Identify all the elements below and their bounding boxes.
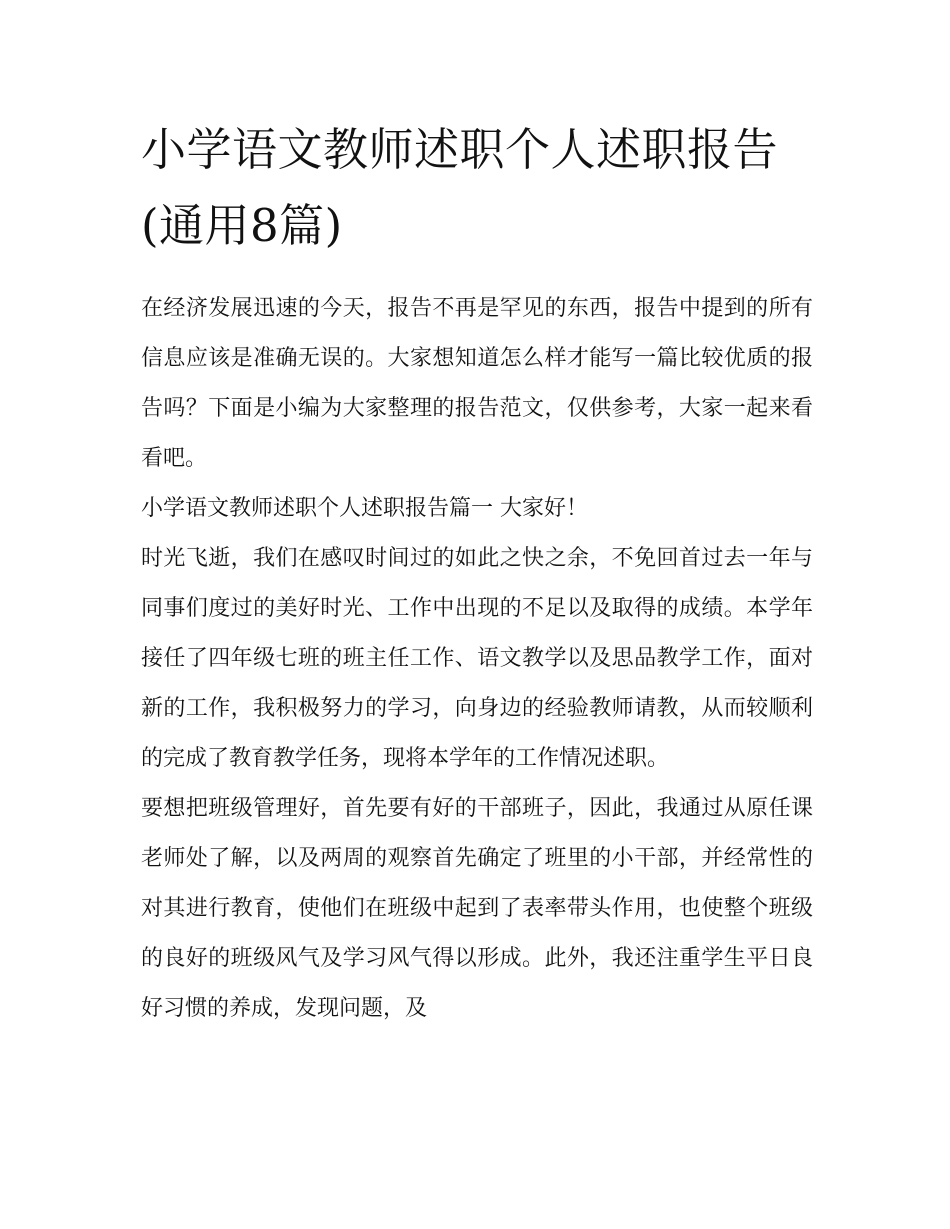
body-paragraph: 时光飞逝，我们在感叹时间过的如此之快之余，不免回首过去一年与同事们度过的美好时光、工作中出现的不足以及取得的成绩。本学年接任了四年级七班的班主任工作、语文教学以及思品教学工作，面对新的工作，我积极努力的学习，向身边的经验教师请教，从而较顺利的完成了教育教学任务，现将本学年的工作情况述职。 [141,546,813,771]
body-paragraph: 要想把班级管理好，首先要有好的干部班子，因此，我通过从原任课老师处了解，以及两周的观察首先确定了班里的小干部，并经常性的对其进行教育，使他们在班级中起到了表率带头作用，也使整个班级的良好的班级风气及学习风气得以形成。此外，我还注重学生平日良好习惯的养成，发现问题，及 [141,796,813,1021]
document-body [141,112,813,1034]
section-heading-greeting: 小学语文教师述职个人述职报告篇一 大家好！ [141,496,588,521]
intro-paragraph: 在经济发展迅速的今天，报告不再是罕见的东西，报告中提到的所有信息应该是准确无误的。大家想知道怎么样才能写一篇比较优质的报告吗？下面是小编为大家整理的报告范文，仅供参考，大家一起来看看吧。 [141,296,813,471]
document-title: 小学语文教师述职个人述职报告(通用8篇) [141,123,779,252]
